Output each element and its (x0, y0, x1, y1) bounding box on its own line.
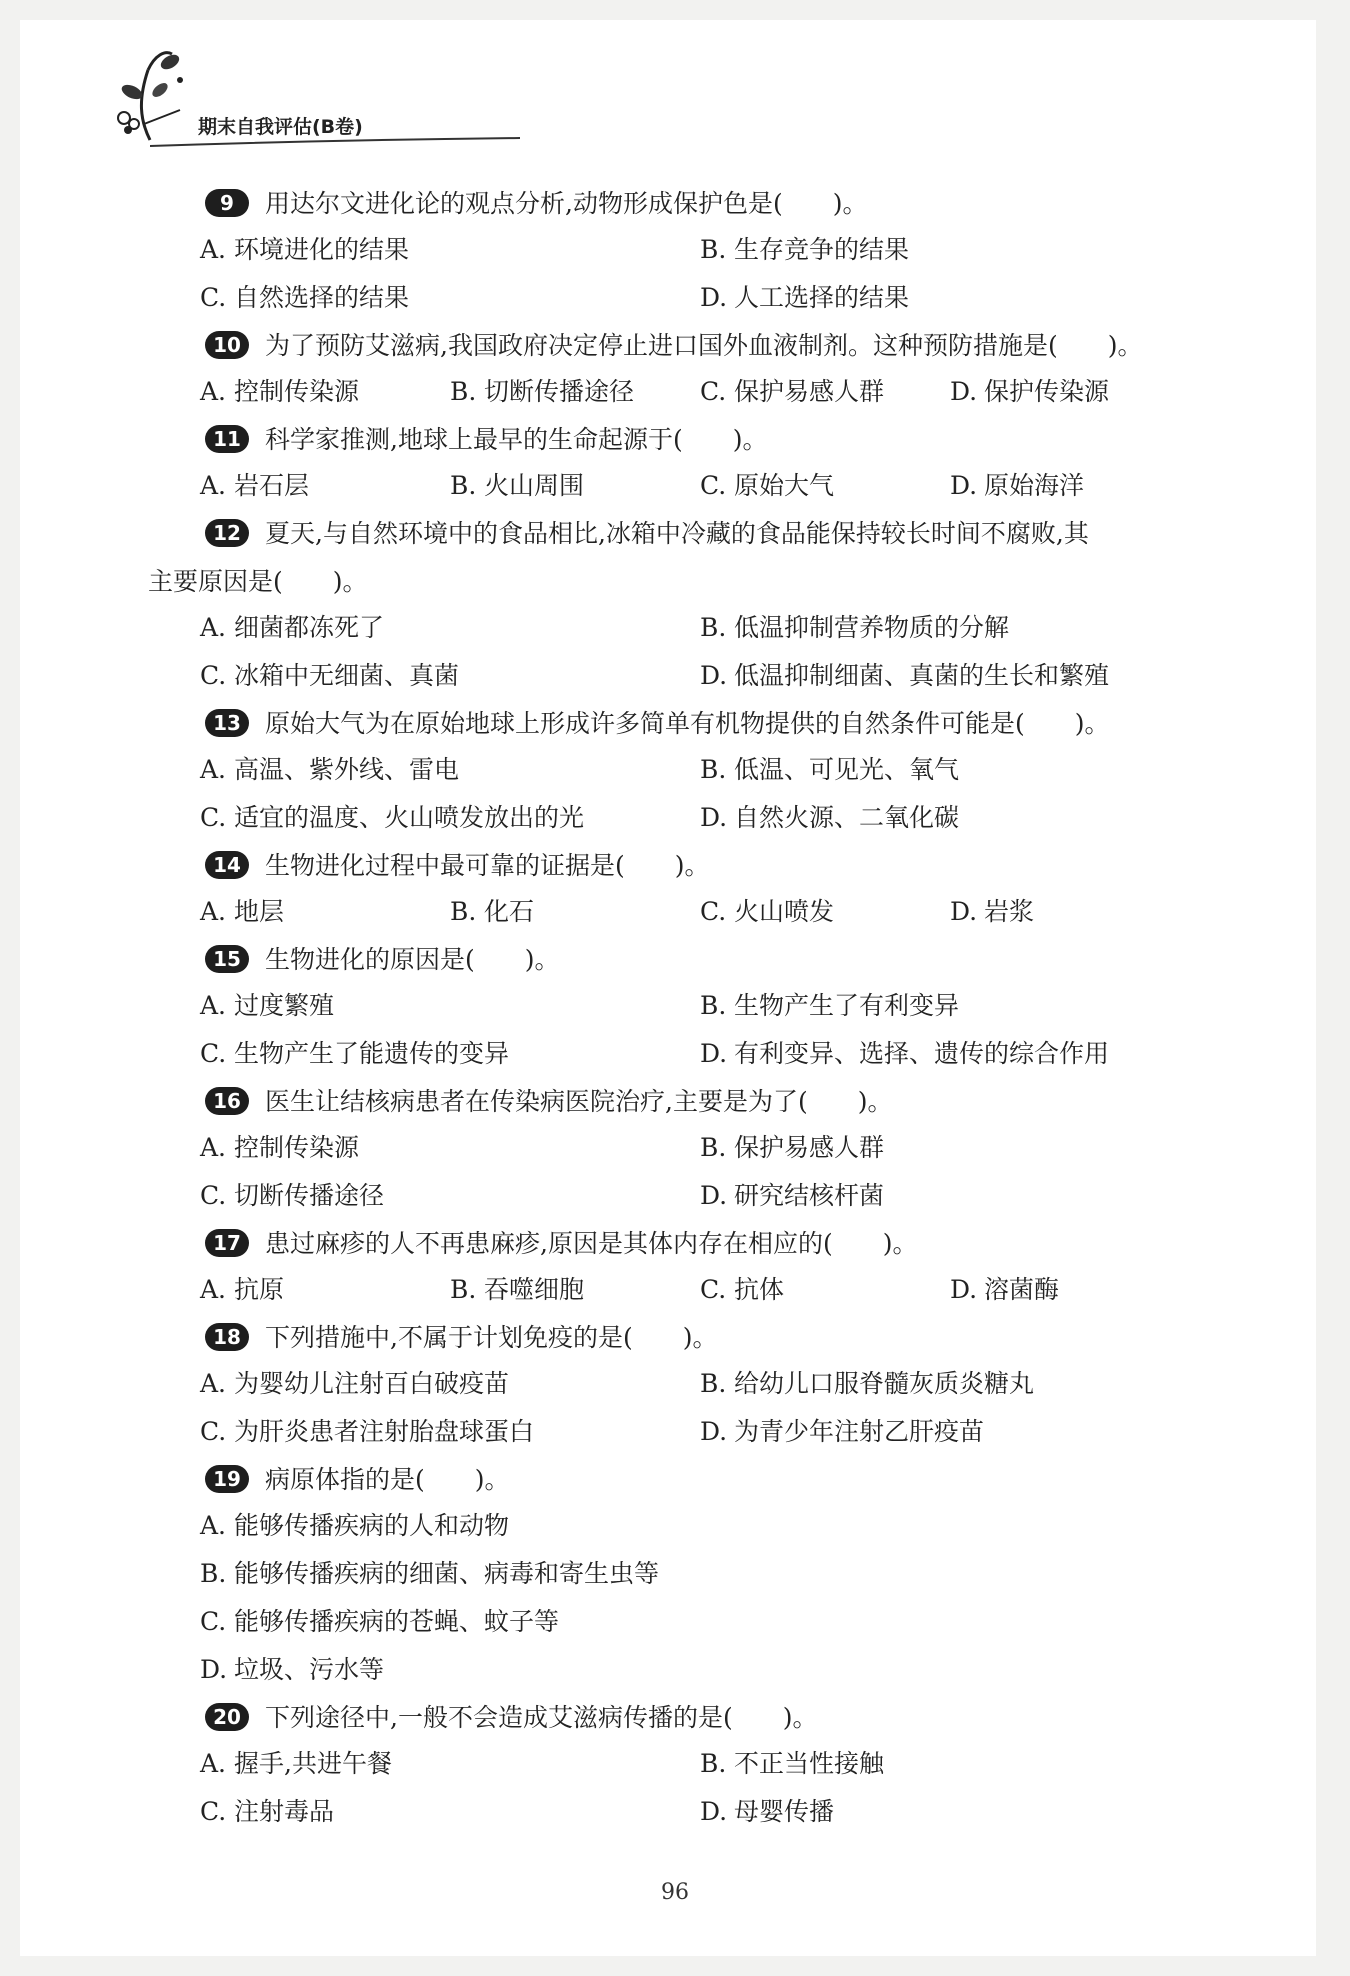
option-b: B. 切断传播途径 (450, 377, 635, 406)
option-a: A. 高温、紫外线、雷电 (200, 755, 460, 784)
question-number-badge: 10 (205, 331, 249, 359)
option-a: A. 控制传染源 (200, 377, 360, 406)
option-a: A. 控制传染源 (200, 1133, 360, 1162)
question-12 (205, 518, 1089, 550)
option-c: C. 自然选择的结果 (200, 283, 410, 312)
question-number-badge: 16 (205, 1087, 249, 1115)
option-b: B. 生物产生了有利变异 (700, 991, 960, 1020)
question-13 (205, 708, 1110, 740)
question-number-badge: 9 (205, 189, 249, 217)
option-b: B. 低温、可见光、氧气 (700, 755, 960, 784)
option-c: C. 能够传播疾病的苍蝇、蚊子等 (200, 1607, 560, 1636)
option-c: C. 注射毒品 (200, 1797, 335, 1826)
question-stem: 科学家推测,地球上最早的生命起源于( )。 (265, 425, 768, 454)
option-c: C. 保护易感人群 (700, 377, 885, 406)
question-number-badge: 19 (205, 1465, 249, 1493)
option-a: A. 细菌都冻死了 (200, 613, 385, 642)
question-number-badge: 12 (205, 519, 249, 547)
option-a: A. 握手,共进午餐 (200, 1749, 392, 1778)
option-a: A. 过度繁殖 (200, 991, 335, 1020)
question-stem: 下列措施中,不属于计划免疫的是( )。 (265, 1323, 718, 1352)
flower-decoration-icon (110, 40, 190, 150)
option-c: C. 为肝炎患者注射胎盘球蛋白 (200, 1417, 535, 1446)
option-c: C. 适宜的温度、火山喷发放出的光 (200, 803, 585, 832)
option-b: B. 保护易感人群 (700, 1133, 885, 1162)
question-18 (205, 1322, 717, 1354)
option-d: D. 人工选择的结果 (700, 283, 910, 312)
question-stem: 下列途径中,一般不会造成艾滋病传播的是( )。 (265, 1703, 818, 1732)
option-a: A. 为婴幼儿注射百白破疫苗 (200, 1369, 510, 1398)
question-14 (205, 850, 710, 882)
option-d: D. 有利变异、选择、遗传的综合作用 (700, 1039, 1110, 1068)
option-d: D. 为青少年注射乙肝疫苗 (700, 1417, 985, 1446)
question-20 (205, 1702, 817, 1734)
option-c: C. 生物产生了能遗传的变异 (200, 1039, 510, 1068)
option-c: C. 原始大气 (700, 471, 835, 500)
option-b: B. 火山周围 (450, 471, 585, 500)
option-c: C. 火山喷发 (700, 897, 835, 926)
question-stem: 患过麻疹的人不再患麻疹,原因是其体内存在相应的( )。 (265, 1229, 918, 1258)
question-number-badge: 14 (205, 851, 249, 879)
option-b: B. 能够传播疾病的细菌、病毒和寄生虫等 (200, 1559, 660, 1588)
question-stem: 生物进化的原因是( )。 (265, 945, 560, 974)
option-a: A. 岩石层 (200, 471, 310, 500)
option-d: D. 低温抑制细菌、真菌的生长和繁殖 (700, 661, 1110, 690)
option-c: C. 切断传播途径 (200, 1181, 385, 1210)
question-16 (205, 1086, 892, 1118)
option-a: A. 地层 (200, 897, 285, 926)
question-stem: 为了预防艾滋病,我国政府决定停止进口国外血液制剂。这种预防措施是( )。 (265, 331, 1143, 360)
option-d: D. 母婴传播 (700, 1797, 835, 1826)
question-stem: 夏天,与自然环境中的食品相比,冰箱中冷藏的食品能保持较长时间不腐败,其 (265, 519, 1089, 548)
option-a: A. 抗原 (200, 1275, 285, 1304)
page-number: 96 (661, 1880, 689, 1905)
option-c: C. 冰箱中无细菌、真菌 (200, 661, 460, 690)
question-number-badge: 20 (205, 1703, 249, 1731)
question-stem-continued: 主要原因是( )。 (148, 567, 368, 596)
option-a: A. 能够传播疾病的人和动物 (200, 1511, 510, 1540)
option-b: B. 吞噬细胞 (450, 1275, 585, 1304)
question-number-badge: 13 (205, 709, 249, 737)
question-number-badge: 15 (205, 945, 249, 973)
question-stem: 生物进化过程中最可靠的证据是( )。 (265, 851, 710, 880)
option-d: D. 自然火源、二氧化碳 (700, 803, 960, 832)
question-stem: 原始大气为在原始地球上形成许多简单有机物提供的自然条件可能是( )。 (265, 709, 1110, 738)
option-d: D. 垃圾、污水等 (200, 1655, 385, 1684)
question-number-badge: 17 (205, 1229, 249, 1257)
question-10 (205, 330, 1142, 362)
option-b: B. 生存竞争的结果 (700, 235, 910, 264)
option-d: D. 原始海洋 (950, 471, 1085, 500)
option-b: B. 低温抑制营养物质的分解 (700, 613, 1010, 642)
question-15 (205, 944, 560, 976)
question-17 (205, 1228, 917, 1260)
option-a: A. 环境进化的结果 (200, 235, 410, 264)
option-d: D. 研究结核杆菌 (700, 1181, 885, 1210)
option-d: D. 溶菌酶 (950, 1275, 1060, 1304)
option-c: C. 抗体 (700, 1275, 785, 1304)
question-9 (205, 188, 867, 220)
question-stem: 医生让结核病患者在传染病医院治疗,主要是为了( )。 (265, 1087, 893, 1116)
question-11 (205, 424, 767, 456)
option-d: D. 保护传染源 (950, 377, 1110, 406)
option-b: B. 化石 (450, 897, 535, 926)
option-b: B. 不正当性接触 (700, 1749, 885, 1778)
question-stem: 用达尔文进化论的观点分析,动物形成保护色是( )。 (265, 189, 868, 218)
header (110, 40, 450, 150)
option-d: D. 岩浆 (950, 897, 1035, 926)
question-number-badge: 11 (205, 425, 249, 453)
question-19 (205, 1464, 510, 1496)
question-stem: 病原体指的是( )。 (265, 1465, 510, 1494)
option-b: B. 给幼儿口服脊髓灰质炎糖丸 (700, 1369, 1035, 1398)
header-title: 期末自我评估(B卷) (198, 116, 363, 138)
question-number-badge: 18 (205, 1323, 249, 1351)
